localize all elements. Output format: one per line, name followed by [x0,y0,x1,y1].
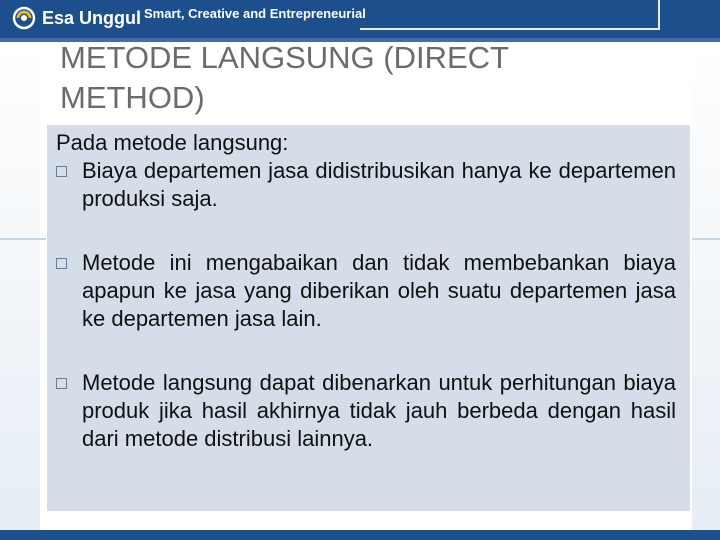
intro-text: Pada metode langsung: [56,130,289,155]
square-bullet-icon [56,166,67,177]
square-bullet-icon [56,378,67,389]
logo-emblem-icon [12,6,38,30]
bullet-text: Metode langsung dapat dibenarkan untuk perhitungan biaya produk jika hasil akhirnya tidak jauh berbeda dengan hasil dari metode distribusi lainnya. [82,370,676,451]
bullet-text: Biaya departemen jasa didistribusikan hanya ke departemen produksi saja. [82,158,676,211]
slide-title: METODE LANGSUNG (DIRECT METHOD) [60,40,509,115]
bullet-text: Metode ini mengabaikan dan tidak membebankan biaya apapun ke jasa yang diberikan oleh suatu departemen jasa ke departemen jasa lain. [82,250,676,331]
bullet-item [56,249,676,333]
content-box [47,125,690,511]
right-divider [692,238,720,240]
right-side-panel [692,42,720,532]
bullet-item [56,369,676,453]
header-decoration [360,0,660,30]
left-side-panel [0,42,40,532]
left-divider [0,238,46,240]
university-logo [12,6,141,30]
logo-text: Esa Unggul [42,8,142,28]
bullet-item [56,157,676,213]
footer-bar [0,530,720,540]
square-bullet-icon [56,258,67,269]
tagline: Smart, Creative and Entrepreneurial [144,6,366,21]
